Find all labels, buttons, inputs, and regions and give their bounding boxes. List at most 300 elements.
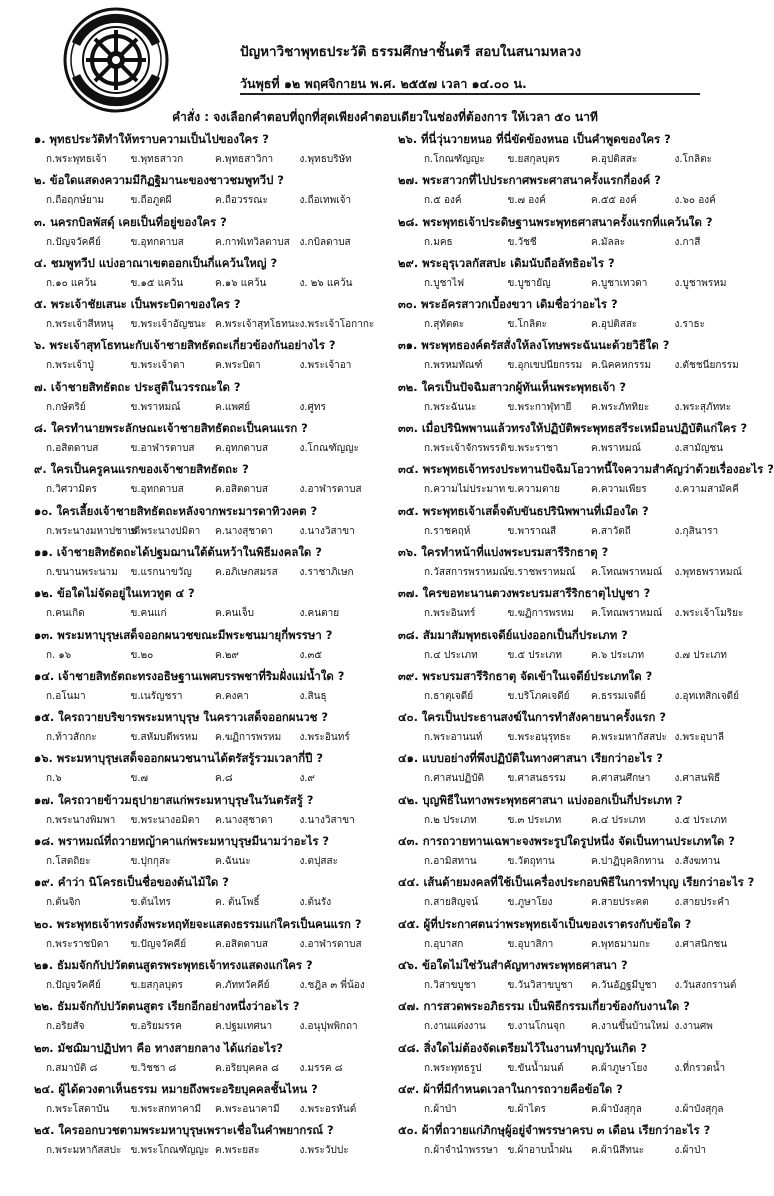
sanam-luang-seal-logo [62,6,170,114]
answer-options [398,399,758,416]
answer-option: ข.วัชชี [507,236,537,248]
answer-option: ง.สินธุ [299,690,327,702]
question-text: ๔. ชมพูทวีป แบ่งอาณาเขตออกเป็นกี่แคว้นใหญ่ ? [34,255,278,270]
answer-option: ง.พุทธพราหมณ์ [674,566,742,578]
question [34,172,384,213]
question [398,874,758,915]
answer-option: ง.ผ้าบังสุกุล [674,1103,724,1115]
question-text: ๒๔. ผู้ได้ดวงตาเห็นธรรม หมายถึงพระอริยบุคคลชั้นไหน ? [34,1081,318,1096]
answer-option: ข.พระเจ้าตา [130,360,185,372]
answer-options [398,688,758,705]
answer-option: ค.พระบิดา [215,360,261,372]
answer-option: ก.พรหมทัณฑ์ [424,360,483,372]
answer-option: ก.สายสิญจน์ [424,897,479,909]
answer-options [398,192,758,209]
question [34,957,384,998]
question [398,1040,758,1081]
question-column-left [34,131,384,1163]
question [398,833,758,874]
answer-option: ค.แพศย์ [215,401,251,413]
question-text: ๑๕. ใครถวายบริขารพระมหาบุรุษ ในคราวเสด็จออกผนวช ? [34,710,328,725]
answer-option: ก.ท้าวสักกะ [46,732,97,744]
answer-options [34,936,384,953]
answer-option: ก.วัสสการพราหมณ์ [424,566,509,578]
answer-option: ง.ต้นรัง [299,897,332,909]
answer-option: ก.ความไม่ประมาท [424,484,506,496]
answer-option: ก.ถือฤกษ์ยาม [46,195,105,207]
answer-option: ค.อริยบุคคล ๘ [215,1062,279,1074]
answer-option: ค.กาฬเทวิลดาบส [215,236,290,248]
question-text: ๔๗. การสวดพระอภิธรรม เป็นพิธีกรรมเกี่ยวข้องกับงานใด ? [398,999,690,1014]
answer-option: ก.อามิสทาน [424,856,477,868]
answer-option: ข.ต้นไทร [130,897,171,909]
answer-options [34,1018,384,1035]
question-text: ๒๐. พระพุทธเจ้าทรงตั้งพระหฤทัยจะแสดงธรรมแก่ใครเป็นคนแรก ? [34,916,362,931]
answer-option: ก.พระพุทธเจ้า [46,154,107,165]
question [398,916,758,957]
answer-option: ก.กษัตริย์ [46,401,86,413]
question-text: ๒๒. ธัมมจักกัปปวัตตนสูตร เรียกอีกอย่างหนึ่งว่าอะไร ? [34,999,300,1014]
answer-option: ง.๖๐ องค์ [674,195,716,207]
question [398,750,758,791]
question [398,957,758,998]
answer-option: ค.ถือวรรณะ [215,195,268,207]
exam-title: ปัญหาวิชาพุทธประวัติ ธรรมศึกษาชั้นตรี สอบในสนามหลวง [240,44,582,60]
answer-option: ค.คงคา [215,690,249,702]
answer-option: ก.ราชคฤห์ [424,525,471,537]
question [34,337,384,378]
question [398,792,758,833]
answer-options [398,151,758,168]
answer-option: ค.พระเจ้าสุทโธทนะ [215,319,301,331]
question-text: ๒. ข้อใดแสดงความมีกิฏฐิมานะของชาวชมพูทวีป ? [34,173,284,188]
answer-option: ง.พุทธบริษัท [299,154,352,165]
answer-option: ค.ผ้านิสีทนะ [591,1145,645,1157]
question [398,1122,758,1163]
answer-option: ค.๔ ประเภท [591,814,646,826]
answer-option: ก.อสิตดาบส [46,443,99,455]
question [398,172,758,213]
answer-option: ก.๖ [46,773,62,785]
answer-option: ก.ปัญจวัคคีย์ [46,236,101,248]
answer-option: ก.พระฉันนะ [424,401,477,413]
question [398,503,758,544]
answer-option: ง.กุสินารา [674,525,719,537]
question-text: ๓. นครกบิลพัสดุ์ เคยเป็นที่อยู่ของใคร ? [34,214,227,229]
question-text: ๒๗. พระสาวกที่ไปประกาศพระศาสนาครั้งแรกกี่องค์ ? [398,173,661,188]
answer-option: ง.ราชาภิเษก [299,566,354,578]
answer-option: ข.ปุกกุสะ [130,856,171,868]
answer-option: ก.ศาสนปฏิบัติ [424,773,485,785]
answer-options [34,770,384,787]
question [34,296,384,337]
answer-option: ค.๖ ประเภท [591,649,645,661]
answer-option: ข.คนแก่ [130,608,167,620]
answer-option: ง.ถือเทพเจ้า [299,195,352,207]
answer-options [398,1060,758,1077]
answer-option: ก.พระอินทร์ [424,608,476,620]
answer-option: ง.พระอุบาลี [674,732,724,744]
question-text: ๒๑. ธัมมจักกัปปวัตตนสูตรพระพุทธเจ้าทรงแสดงแก่ใคร ? [34,957,313,972]
question-text: ๔๕. ผู้ที่ประกาศตนว่าพระพุทธเจ้าเป็นของเราตรงกับข้อใด ? [398,916,692,931]
answer-option: ง.งานศพ [674,1021,713,1033]
answer-option: ค.สายประคต [591,897,649,909]
answer-options [398,812,758,829]
answer-options [398,357,758,374]
answer-option: ง.๗ ประเภท [674,649,727,661]
answer-options [34,316,384,333]
answer-option: ค.พระภัททิยะ [591,401,650,413]
header-divider [240,93,700,95]
answer-options [398,440,758,457]
question [398,420,758,461]
answer-option: ก.อโนมา [46,690,86,702]
answer-option: ง.บูชาพรหม [674,277,727,289]
answer-options [398,729,758,746]
question-text: ๒๕. ใครออกบวชตามพระมหาบุรุษเพราะเชื่อในคำพยากรณ์ ? [34,1123,334,1138]
answer-options [398,853,758,870]
answer-options [34,440,384,457]
answer-option: ก.๒ ประเภท [424,814,477,826]
answer-option: ข.อาฬารดาบส [130,443,195,455]
answer-option: ง.๙ [299,773,315,785]
question [34,750,384,791]
answer-option: ก.งานแต่งงาน [424,1021,486,1033]
answer-option: ค.มัลละ [591,236,626,248]
question-text: ๑๐. ใครเลี้ยงเจ้าชายสิทธัตถะหลังจากพระมารดาทิวงคต ? [34,503,318,518]
answer-option: ก.พระอานนท์ [424,732,483,744]
answer-option: ง.คนตาย [299,608,340,620]
answer-option: ก.โกณฑัญญะ [424,154,485,165]
answer-options [398,605,758,622]
answer-option: ก.พระเจ้าจักรพรรดิ [424,443,507,455]
answer-option: ข.ปัญจวัคคีย์ [130,938,187,950]
answer-option: ค.๑๖ แคว้น [215,277,267,289]
answer-option: ข.แรกนาขวัญ [130,566,192,578]
answer-option: ง.พระอรหันต์ [299,1103,357,1115]
answer-option: ข.พราหมณ์ [130,401,181,413]
question-text: ๑๓. พระมหาบุรุษเสด็จออกผนวชขณะมีพระชนมายุกี่พรรษา ? [34,627,333,642]
question [398,255,758,296]
question [34,792,384,833]
answer-option: ก. ๑๖ [46,649,72,661]
answer-option: ข.ฆฏิการพรหม [507,608,574,620]
answer-option: ค.พุทธมามกะ [591,938,651,950]
answer-option: ก.พระโสดาบัน [46,1103,110,1115]
answer-option: ค.งานขึ้นบ้านใหม่ [591,1021,669,1033]
answer-options [398,977,758,994]
question-text: ๔๓. การถวายทานเฉพาะจงพระรูปใดรูปหนึ่ง จัดเป็นทานประเภทใด ? [398,834,735,849]
answer-options [34,729,384,746]
answer-options [34,812,384,829]
question-text: ๓๗. ใครขอทะนานตวงพระบรมสารีริกธาตุไปบูชา ? [398,586,651,601]
answer-option: ก.โสตถิยะ [46,856,91,868]
answer-option: ค.พระมหากัสสปะ [591,732,667,744]
answer-option: ข.อริยมรรค [130,1021,182,1033]
answer-option: ง.ศาสนพิธี [674,773,721,785]
answer-option: ค.บูชาเทวดา [591,277,648,289]
answer-option: ค.คนเจ็บ [215,608,255,620]
answer-option: ข.อุบาสิกา [507,938,554,950]
question [34,1122,384,1163]
question-text: ๔๑. แบบอย่างที่พึงปฏิบัติในทางศาสนา เรียกว่าอะไร ? [398,751,663,766]
answer-option: ค.๒๙ [215,649,239,661]
answer-option: ค.อุทกดาบส [215,443,269,455]
answer-option: ค.ศาสนศึกษา [591,773,651,785]
question-text: ๑๖. พระมหาบุรุษเสด็จออกผนวชนานได้ตรัสรู้รวมเวลากี่ปี ? [34,751,323,766]
question [34,379,384,420]
question-text: ๖. พระเจ้าสุทโธทนะกับเจ้าชายสิทธัตถะเกี่ยวข้องกันอย่างไร ? [34,338,336,353]
answer-option: ง. ๒๖ แคว้น [299,277,353,289]
answer-option: ค.อุปติสสะ [591,319,638,331]
answer-options [34,151,384,168]
question [34,461,384,502]
answer-option: ง.ศูทร [299,401,326,413]
question-text: ๗. เจ้าชายสิทธัตถะ ประสูติในวรรณะใด ? [34,379,241,394]
answer-option: ง.นางวิสาขา [299,814,355,826]
answer-options [34,357,384,374]
answer-options [398,234,758,251]
answer-option: ค.อภิเษกสมรส [215,566,278,578]
answer-option: ก.วิศวามิตร [46,484,97,496]
question-text: ๑๔. เจ้าชายสิทธัตถะทรงอธิษฐานเพศบรรพชาที่ริมฝั่งแม่น้ำใด ? [34,668,345,683]
question-text: ๒๙. พระอุรุเวลกัสสปะ เดิมนับถือลัทธิอะไร ? [398,255,615,270]
question-text: ๑๘. พราหมณ์ที่ถวายหญ้าคาแก่พระมหาบุรุษมีนามว่าอะไร ? [34,834,330,849]
answer-option: ก.๕ องค์ [424,195,462,207]
answer-option: ค.นางสุชาดา [215,525,273,537]
answer-option: ก.พระเจ้าสีหหนุ [46,319,114,331]
answer-option: ก.อริยสัจ [46,1021,85,1033]
answer-option: ข.ขันน้ำมนต์ [507,1062,564,1074]
question [398,296,758,337]
answer-option: ข.ความตาย [507,484,560,496]
question-text: ๓๓. เมื่อปรินิพพานแล้วทรงให้ปฏิบัติพระพุทธสรีระเหมือนปฏิบัติแก่ใคร ? [398,421,748,436]
answer-options [34,605,384,622]
answer-options [34,275,384,292]
answer-option: ง.วันสงกรานต์ [674,979,737,991]
exam-date: วันพุธที่ ๑๒ พฤศจิกายน พ.ศ. ๒๕๕๗ เวลา ๑๔.๐๐ น. [240,76,527,91]
answer-option: ก.พระมหากัสสปะ [46,1145,122,1157]
answer-option: ก.ผ้าป่า [424,1103,457,1115]
question [34,627,384,668]
answer-option: ข.พระเจ้าอัญชนะ [130,319,207,331]
question [34,709,384,750]
answer-option: ง.นางวิสาขา [299,525,355,537]
answer-option: ข.ผ้าอาบน้ำฝน [507,1145,573,1157]
exam-instruction: คำสั่ง : จงเลือกคำตอบที่ถูกที่สุดเพียงคำตอบเดียวในช่องที่ต้องการ ให้เวลา ๕๐ นาที [172,110,598,124]
answer-option: ง.อาฬารดาบส [299,484,362,496]
question-text: ๑๑. เจ้าชายสิทธัตถะได้ปฐมฌานใต้ต้นหว้าในพิธีมงคลใด ? [34,544,322,559]
answer-option: ง.สังฆทาน [674,856,721,868]
answer-options [34,853,384,870]
answer-option: ข.สหัมบดีพรหม [130,732,198,744]
question-text: ๓๑. พระพุทธองค์ตรัสสั่งให้ลงโทษพระฉันนะด้วยวิธีใด ? [398,338,670,353]
question [34,585,384,626]
question [34,131,384,172]
answer-option: ค.๕๕ องค์ [591,195,637,207]
question-text: ๔๖. ข้อใดไม่ใช่วันสำคัญทางพระพุทธศาสนา ? [398,957,628,972]
question-text: ๔๐. ใครเป็นประธานสงฆ์ในการทำสังคายนาครั้งแรก ? [398,710,666,725]
answer-options [398,894,758,911]
answer-option: ข.พระอนุรุทธะ [507,732,572,744]
answer-option: ข.พระกาฬุทายี [507,401,572,413]
answer-option: ง.ตัชชนียกรรม [674,360,739,372]
answer-option: ค.พราหมณ์ [591,443,641,455]
question-text: ๓๘. สัมมาสัมพุทธเจดีย์แบ่งออกเป็นกี่ประเภท ? [398,627,628,642]
answer-option: ง.อนุปุพพิกถา [299,1021,358,1033]
answer-option: ค.สาวัตถี [591,525,631,537]
question [398,131,758,172]
question-column-right [398,131,774,1163]
answer-option: ข.งานโกนจุก [507,1021,566,1033]
answer-option: ก.๔ ประเภท [424,649,478,661]
answer-option: ค.ธรรมเจดีย์ [591,690,646,702]
answer-options [34,192,384,209]
answer-option: ข.อุทกดาบส [130,484,184,496]
question-text: ๙. ใครเป็นครูคนแรกของเจ้าชายสิทธัตถะ ? [34,462,249,477]
answer-options [34,894,384,911]
answer-option: ค.นางสุชาดา [215,814,273,826]
answer-option: ข.๗ [130,773,149,785]
question [398,544,758,585]
answer-option: ข.ยสกุลบุตร [507,154,560,165]
answer-option: ค.อสิตดาบส [215,938,269,950]
answer-option: ง.อุทเทสิกเจดีย์ [674,690,739,702]
question-text: ๑๙. คำว่า นิโครธเป็นชื่อของต้นไม้ใด ? [34,875,229,890]
answer-option: ค. ต้นโพธิ์ [215,897,260,909]
question-text: ๔๘. สิ่งใดไม่ต้องจัดเตรียมไว้ในงานทำบุญวันเกิด ? [398,1040,647,1055]
question [34,833,384,874]
answer-option: ก.พระเจ้าปู่ [46,360,94,372]
question-text: ๓๕. พระพุทธเจ้าเสด็จดับขันธปรินิพพานที่เมืองใด ? [398,503,649,518]
answer-option: ข.โกลิตะ [507,319,547,331]
question-text: ๓๒. ใครเป็นปัจฉิมสาวกผู้ทันเห็นพระพุทธเจ้า ? [398,379,627,394]
answer-option: ข.ภูษาโยง [507,897,553,909]
answer-option: ง.สายประคำ [674,897,730,909]
question [398,709,758,750]
question-text: ๓๐. พระอัครสาวกเบื้องขวา เดิมชื่อว่าอะไร ? [398,297,618,312]
answer-option: ง.พระเจ้าโมริยะ [674,608,744,620]
answer-option: ง.โกลิตะ [674,154,712,165]
answer-option: ข.วิชชา ๘ [130,1062,177,1074]
answer-option: ง.อาฬารดาบส [299,938,362,950]
question [398,1081,758,1122]
answer-option: ค.๘ [215,773,233,785]
answer-option: ข.บูชายัญ [507,277,551,289]
answer-option: ข.อุทกดาบส [130,236,184,248]
answer-options [398,275,758,292]
answer-options [398,523,758,540]
question [398,998,758,1039]
answer-option: ก.วิสาขบูชา [424,979,477,991]
answer-option: ก.ธาตุเจดีย์ [424,690,474,702]
question [398,585,758,626]
answer-options [34,977,384,994]
question [34,420,384,461]
question-text: ๓๖. ใครทำหน้าที่แบ่งพระบรมสารีริกธาตุ ? [398,544,609,559]
answer-option: ง.ชฎิล ๓ พี่น้อง [299,979,365,991]
answer-option: ก.พระนางพิมพา [46,814,116,826]
question [34,874,384,915]
answer-option: ข.๒๐ [130,649,154,661]
answer-option: ค.อุปติสสะ [591,154,638,165]
answer-option: ข.ถือภูตผี [130,195,172,207]
answer-option: ค.พระยสะ [215,1145,260,1157]
question [34,916,384,957]
answer-options [34,688,384,705]
answer-options [34,399,384,416]
answer-option: ค.พุทธสาวิกา [215,154,274,165]
answer-option: ข.พระราชา [507,443,559,455]
question-text: ๕๐. ผ้าที่ถวายแก่ภิกษุผู้อยู่จำพรรษาครบ ๓ เดือน เรียกว่าอะไร ? [398,1123,711,1138]
answer-option: ข.พระนางอมิตา [130,814,200,826]
dharma-wheel-seal-icon [62,6,170,114]
question [34,1081,384,1122]
answer-option: ข.ราชพราหมณ์ [507,566,576,578]
answer-options [34,234,384,251]
answer-options [34,1060,384,1077]
answer-option: ข.๑๕ แคว้น [130,277,184,289]
answer-option: ข.วันวิสาขบูชา [507,979,573,991]
answer-option: ง.โกณฑัญญะ [299,443,359,455]
question [34,1040,384,1081]
answer-option: ง.พระอินทร์ [299,732,350,744]
question [34,214,384,255]
answer-option: ข.อุกเขปนียกรรม [507,360,583,372]
answer-option: ง.ผ้าป่า [674,1145,706,1157]
question-text: ๒๖. ที่นี่วุ่นวายหนอ ที่นี่ขัดข้องหนอ เป็นคำพูดของใคร ? [398,132,671,146]
answer-option: ง.มรรค ๘ [299,1062,343,1074]
answer-options [34,1142,384,1159]
answer-option: ข.๕ ประเภท [507,649,562,661]
question-text: ๓๙. พระบรมสารีริกธาตุ จัดเข้าในเจดีย์ประเภทใด ? [398,668,653,683]
answer-option: ง.ที่กรวดน้ำ [674,1062,726,1074]
answer-option: ก.บูชาไฟ [424,277,465,289]
question [34,998,384,1039]
answer-option: ง.๓๕ [299,649,322,661]
answer-option: ค.ฆฏิการพรหม [215,732,282,744]
answer-option: ค.ผ้าบังสุกุล [591,1103,642,1115]
answer-options [398,1018,758,1035]
answer-option: ข.เนรัญชรา [130,690,183,702]
answer-option: ค.โทณพราหมณ์ [591,566,663,578]
question [398,379,758,420]
answer-option: ง.กาสี [674,236,701,248]
answer-option: ง.กบิลดาบส [299,236,351,248]
answer-option: ข.พระนางปมิตา [130,525,201,537]
answer-option: ข.วัตถุทาน [507,856,555,868]
answer-option: ก.พระพุทธรูป [424,1062,482,1074]
answer-option: ข.พระโกณฑัญญะ [130,1145,210,1157]
answer-option: ข.พระสกทาคามี [130,1103,202,1115]
answer-option: ก.ต้นจิก [46,897,81,909]
answer-options [398,1101,758,1118]
answer-option: ง.ศาสนิกชน [674,938,728,950]
answer-options [398,564,758,581]
answer-option: ง.ราธะ [674,319,706,331]
question-text: ๑๒. ข้อใดไม่จัดอยู่ในเทวทูต ๔ ? [34,586,195,601]
question-text: ๘. ใครทำนายพระลักษณะเจ้าชายสิทธัตถะเป็นคนแรก ? [34,421,308,436]
answer-options [34,564,384,581]
question-text: ๑๗. ใครถวายข้าวมธุปายาสแก่พระมหาบุรุษในวันตรัสรู้ ? [34,792,314,807]
answer-option: ค.โทณพราหมณ์ [591,608,663,620]
answer-option: ง.ตปุสสะ [299,856,338,868]
answer-option: ง.พระเจ้าโอกากะ [299,319,375,331]
question [398,337,758,378]
answer-option: ค.ภัททวัคคีย์ [215,979,270,991]
question [398,214,758,255]
answer-options [398,936,758,953]
